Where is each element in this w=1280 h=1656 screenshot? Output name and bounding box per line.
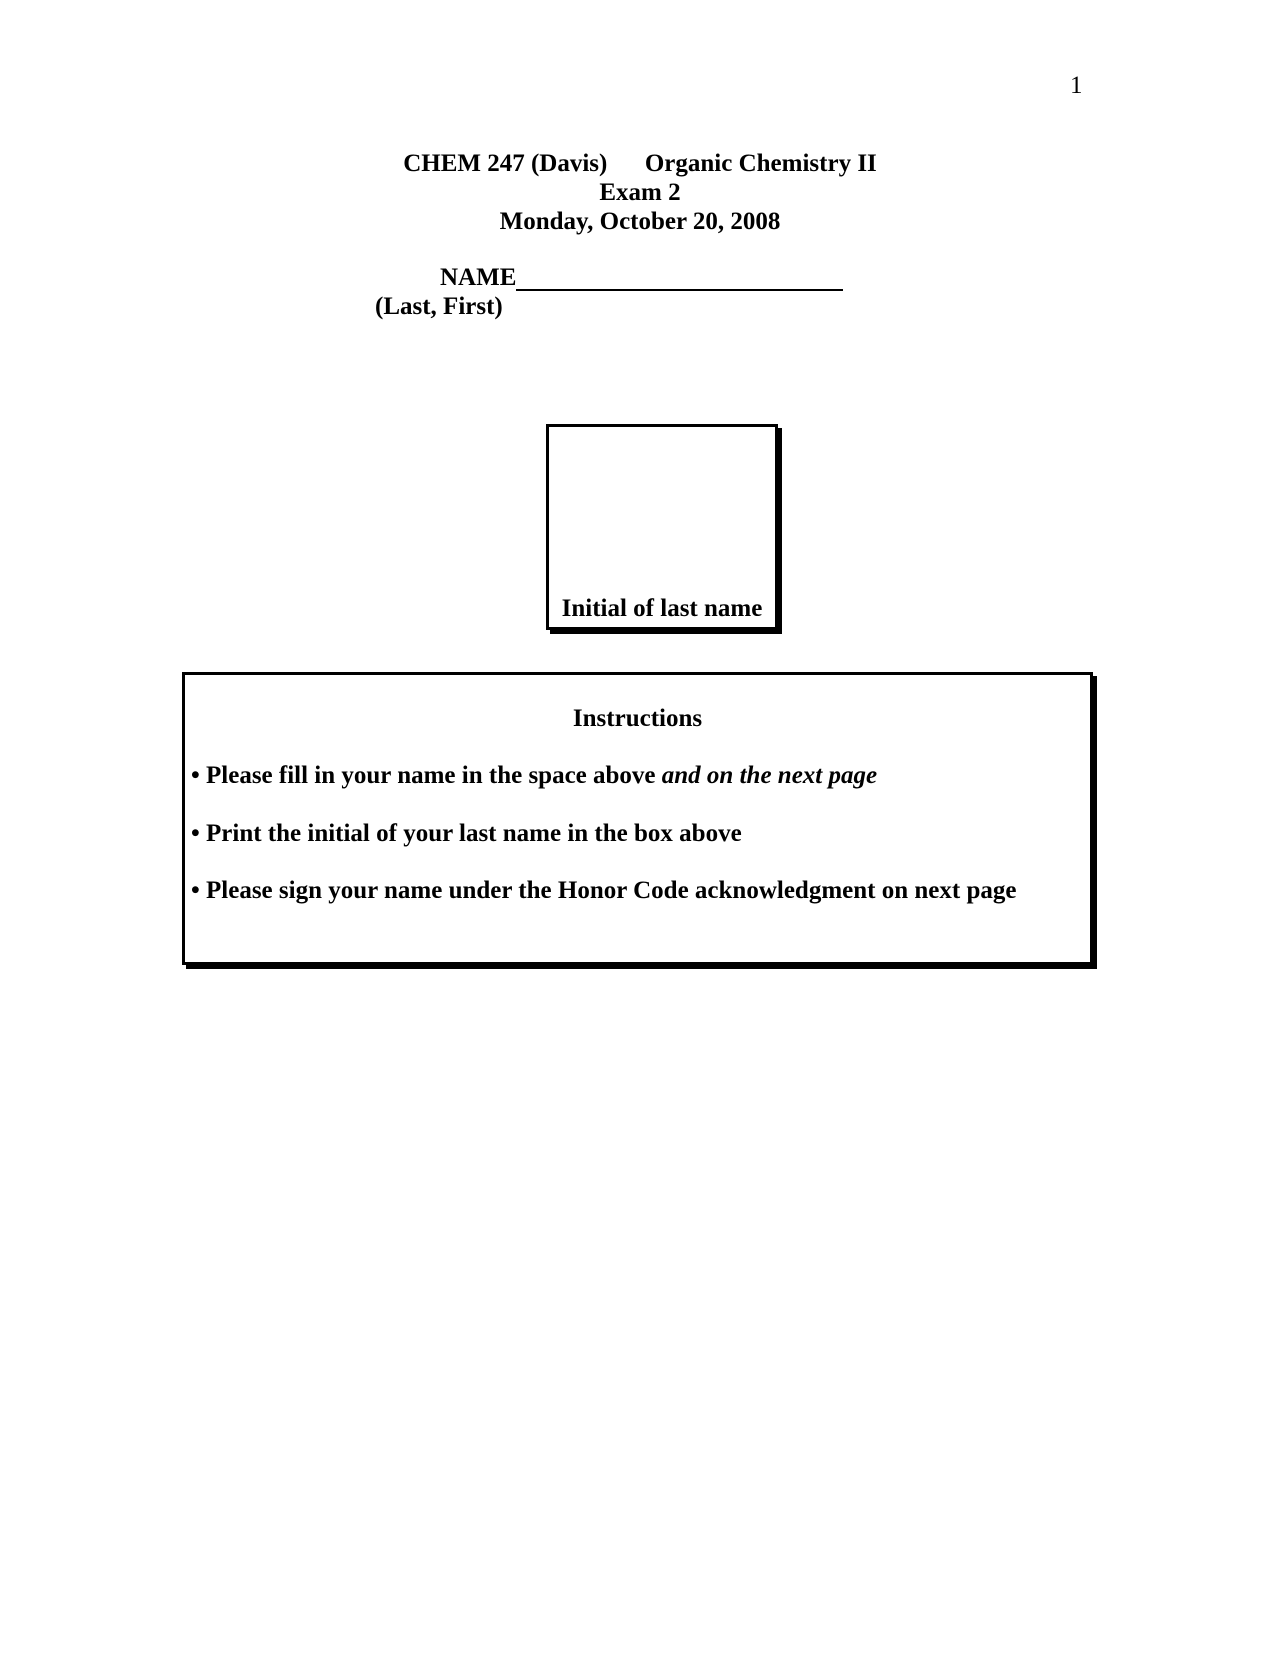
page-number: 1 xyxy=(1070,72,1083,99)
exam-date: Monday, October 20, 2008 xyxy=(499,208,781,235)
instruction-item xyxy=(191,820,742,848)
instruction-emphasis: and on the next page xyxy=(661,762,878,789)
instruction-text: • Print the initial of your last name in the box above xyxy=(191,820,742,847)
name-label: NAME xyxy=(440,264,517,291)
name-blank-line[interactable] xyxy=(516,289,843,291)
exam-title: Exam 2 xyxy=(599,179,681,206)
initial-box-label: Initial of last name xyxy=(561,595,763,622)
instruction-text: • Please fill in your name in the space above xyxy=(191,762,662,789)
instructions-title: Instructions xyxy=(572,705,703,732)
instruction-item xyxy=(191,877,1016,905)
course-title: CHEM 247 (Davis) Organic Chemistry II xyxy=(403,150,877,177)
instruction-item xyxy=(191,762,877,790)
name-format-hint: (Last, First) xyxy=(375,293,503,320)
instructions-box xyxy=(182,672,1093,965)
instruction-text: • Please sign your name under the Honor Code acknowledgment on next page xyxy=(191,877,1017,904)
initial-box[interactable] xyxy=(546,424,778,630)
